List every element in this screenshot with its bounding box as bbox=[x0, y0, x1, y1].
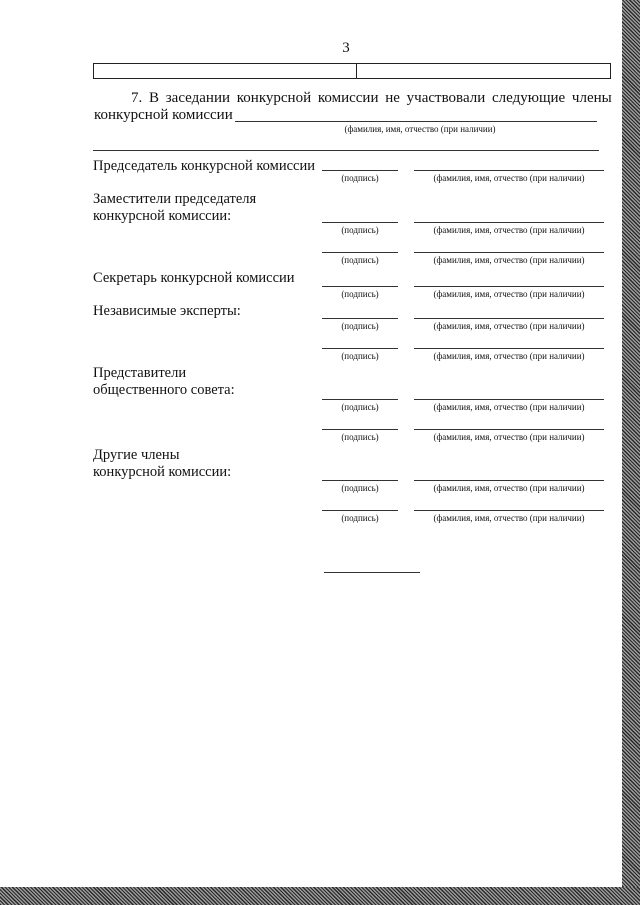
public-council-label-line2: общественного совета: bbox=[93, 382, 235, 398]
deputy1-fio-line bbox=[414, 222, 604, 223]
deputy1-fio-hint: (фамилия, имя, отчество (при наличии) bbox=[433, 225, 585, 235]
deputy2-signature-line bbox=[322, 252, 398, 253]
expert2-fio-hint: (фамилия, имя, отчество (при наличии) bbox=[433, 351, 585, 361]
chairman-fio-line bbox=[414, 170, 604, 171]
other-members-label-line1: Другие члены bbox=[93, 447, 180, 463]
page-number: 3 bbox=[342, 40, 350, 56]
public2-fio-line bbox=[414, 429, 604, 430]
chairman-signature-hint: (подпись) bbox=[341, 173, 379, 183]
chairman-fio-hint: (фамилия, имя, отчество (при наличии) bbox=[433, 173, 585, 183]
expert2-fio-line bbox=[414, 348, 604, 349]
public1-signature-line bbox=[322, 399, 398, 400]
secretary-label: Секретарь конкурсной комиссии bbox=[93, 270, 295, 286]
secretary-fio-line bbox=[414, 286, 604, 287]
chairman-signature-line bbox=[322, 170, 398, 171]
deputy2-fio-hint: (фамилия, имя, отчество (при наличии) bbox=[433, 255, 585, 265]
header-table bbox=[93, 63, 611, 79]
deputies-label-line1: Заместители председателя bbox=[93, 191, 257, 207]
item7-text-line1: 7. В заседании конкурсной комиссии не участвовали следующие члены bbox=[131, 90, 612, 106]
expert1-signature-hint: (подпись) bbox=[341, 321, 379, 331]
experts-label: Независимые эксперты: bbox=[93, 303, 241, 319]
other2-signature-line bbox=[322, 510, 398, 511]
secretary-signature-hint: (подпись) bbox=[341, 289, 379, 299]
other2-signature-hint: (подпись) bbox=[341, 513, 379, 523]
other-members-label-line2: конкурсной комиссии: bbox=[93, 464, 232, 480]
other1-fio-line bbox=[414, 480, 604, 481]
deputy2-signature-hint: (подпись) bbox=[341, 255, 379, 265]
deputy1-signature-line bbox=[322, 222, 398, 223]
deputy1-signature-hint: (подпись) bbox=[341, 225, 379, 235]
secretary-fio-hint: (фамилия, имя, отчество (при наличии) bbox=[433, 289, 585, 299]
other2-fio-line bbox=[414, 510, 604, 511]
scan-edge-bottom bbox=[0, 887, 640, 905]
item7-fio-hint: (фамилия, имя, отчество (при наличии) bbox=[344, 124, 496, 134]
scan-edge-right bbox=[622, 0, 640, 905]
public1-signature-hint: (подпись) bbox=[341, 402, 379, 412]
other2-fio-hint: (фамилия, имя, отчество (при наличии) bbox=[433, 513, 585, 523]
other1-fio-hint: (фамилия, имя, отчество (при наличии) bbox=[433, 483, 585, 493]
other1-signature-hint: (подпись) bbox=[341, 483, 379, 493]
public-council-label-line1: Представители bbox=[93, 365, 187, 381]
chairman-label: Председатель конкурсной комиссии bbox=[93, 158, 315, 174]
expert1-signature-line bbox=[322, 318, 398, 319]
item7-fill-line bbox=[235, 121, 597, 122]
header-table-divider bbox=[356, 64, 357, 78]
deputies-label-line2: конкурсной комиссии: bbox=[93, 208, 232, 224]
item7-text-line2: конкурсной комиссии bbox=[94, 107, 233, 123]
closing-rule bbox=[324, 572, 420, 573]
expert1-fio-hint: (фамилия, имя, отчество (при наличии) bbox=[433, 321, 585, 331]
public1-fio-line bbox=[414, 399, 604, 400]
public2-signature-hint: (подпись) bbox=[341, 432, 379, 442]
public2-signature-line bbox=[322, 429, 398, 430]
public2-fio-hint: (фамилия, имя, отчество (при наличии) bbox=[433, 432, 585, 442]
secretary-signature-line bbox=[322, 286, 398, 287]
expert2-signature-hint: (подпись) bbox=[341, 351, 379, 361]
deputy2-fio-line bbox=[414, 252, 604, 253]
other1-signature-line bbox=[322, 480, 398, 481]
expert2-signature-line bbox=[322, 348, 398, 349]
public1-fio-hint: (фамилия, имя, отчество (при наличии) bbox=[433, 402, 585, 412]
item7-second-line bbox=[93, 150, 599, 151]
expert1-fio-line bbox=[414, 318, 604, 319]
